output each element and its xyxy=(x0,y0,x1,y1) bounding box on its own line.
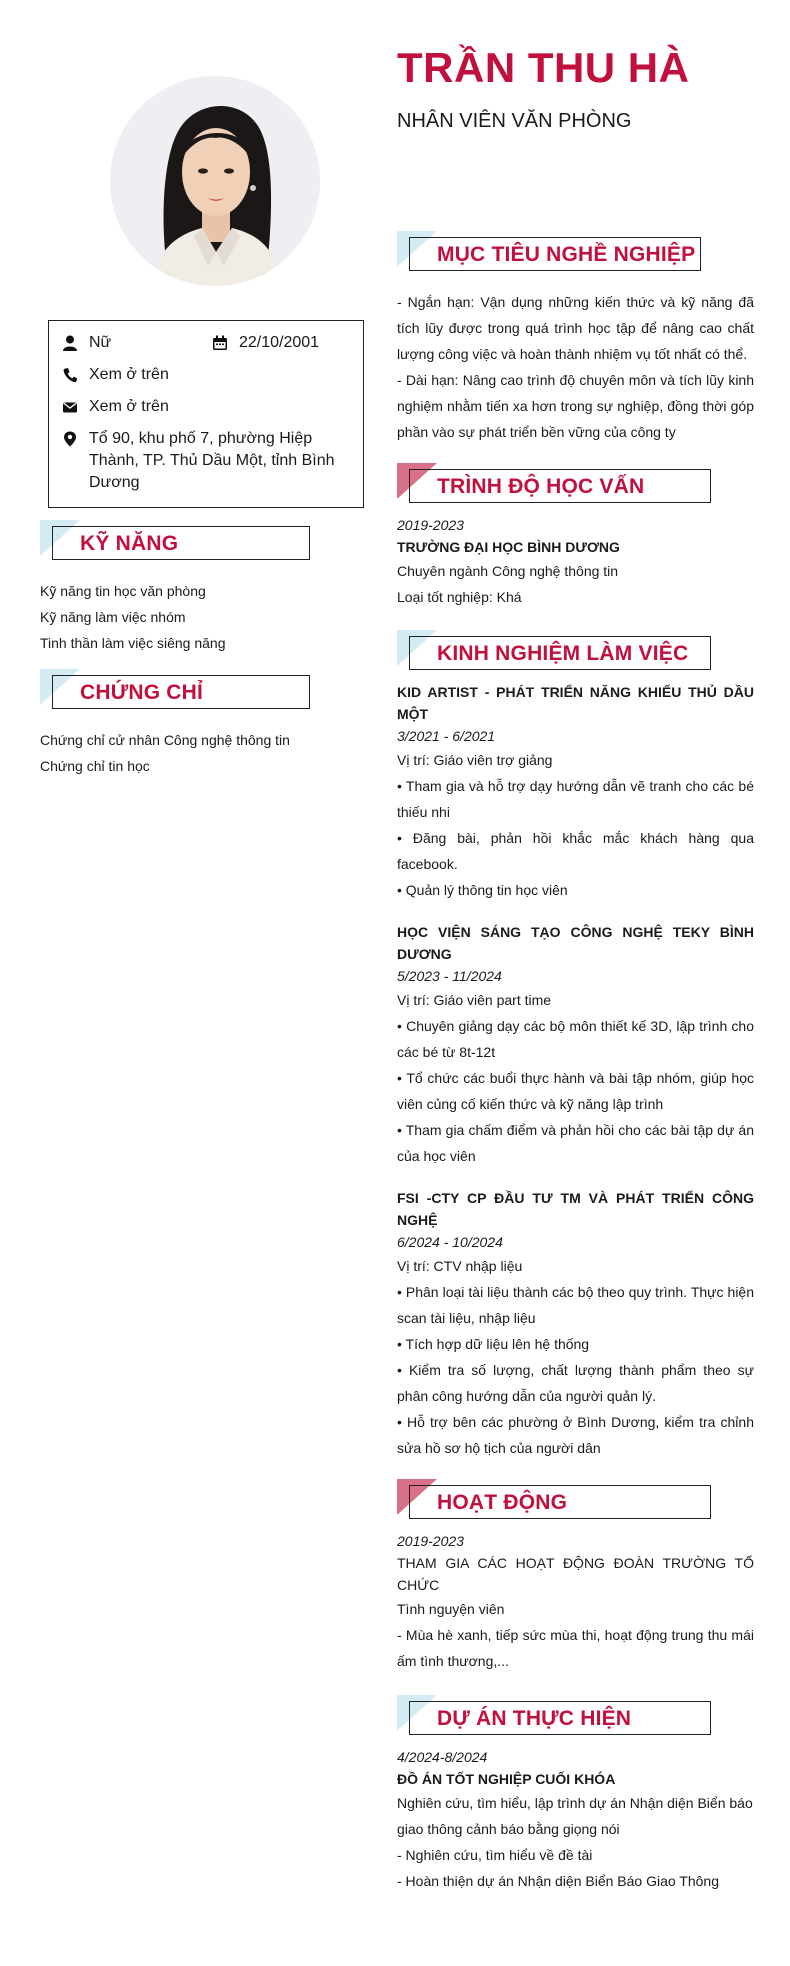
project-period: 4/2024-8/2024 xyxy=(397,1749,488,1765)
experience-period: 3/2021 - 6/2021 xyxy=(397,728,496,744)
skill-item: Tinh thần làm việc siêng năng xyxy=(40,635,226,651)
contact-box xyxy=(48,320,364,508)
skill-item: Kỹ năng làm việc nhóm xyxy=(40,609,186,625)
address-value: Tổ 90, khu phố 7, phường Hiệp Thành, TP. Thủ Dầu Một, tỉnh Bình Dương xyxy=(89,430,335,491)
gender-row xyxy=(63,332,111,354)
gender-value: Nữ xyxy=(89,334,112,351)
experience-task: • Kiểm tra số lượng, chất lượng thành phẩm theo sự phân công hướng dẫn của người quản lý. xyxy=(397,1362,754,1404)
project-item: - Nghiên cứu, tìm hiểu về đề tài xyxy=(397,1847,593,1863)
education-major: Chuyên ngành Công nghệ thông tin xyxy=(397,563,619,579)
project-item: - Hoàn thiện dự án Nhận diện Biển Báo Giao Thông xyxy=(397,1873,719,1889)
activities-title: HOẠT ĐỘNG xyxy=(437,1491,568,1514)
experience-item-kid-artist xyxy=(397,681,754,903)
experience-task: • Hỗ trợ bên các phường ở Bình Dương, kiểm tra chỉnh sửa hồ sơ hộ tịch của người dân xyxy=(397,1414,754,1456)
experience-company: FSI -CTY CP ĐẦU TƯ TM VÀ PHÁT TRIỂN CÔNG NGHỆ xyxy=(397,1190,754,1228)
education-period: 2019-2023 xyxy=(397,517,464,533)
email-row xyxy=(63,396,169,418)
activities-body xyxy=(397,1530,754,1674)
experience-task: • Tham gia và hỗ trợ dạy hướng dẫn vẽ tranh cho các bé thiếu nhi xyxy=(397,778,754,820)
user-icon xyxy=(63,335,77,351)
experience-header xyxy=(397,630,717,670)
experience-task: • Chuyên giảng dạy các bộ môn thiết kế 3D, lập trình cho các bé từ 8t-12t xyxy=(397,1018,754,1060)
experience-company: KID ARTIST - PHÁT TRIỂN NĂNG KHIẾU THỦ DẦU MỘT xyxy=(397,684,754,722)
location-pin-icon xyxy=(63,431,77,447)
activities-description: - Mùa hè xanh, tiếp sức mùa thi, hoạt động trung thu mái ấm tình thương,... xyxy=(397,1627,754,1669)
email-value: Xem ở trên xyxy=(89,398,169,415)
objective-long-term: - Dài hạn: Nâng cao trình độ chuyên môn và tích lũy kinh nghiệm nhằm tiến xa hơn trong sự nghiệp, đồng thời góp phần vào sự phát triển bền vững của công ty xyxy=(397,372,754,440)
activities-org: THAM GIA CÁC HOẠT ĐỘNG ĐOÀN TRƯỜNG TỔ CHỨC xyxy=(397,1555,754,1593)
project-description: Nghiên cứu, tìm hiểu, lập trình dự án Nhận diện Biển báo giao thông cảnh báo bằng giọng nói xyxy=(397,1795,753,1837)
experience-role: Vị trí: Giáo viên trợ giảng xyxy=(397,752,553,768)
profile-photo xyxy=(110,76,320,286)
job-title: NHÂN VIÊN VĂN PHÒNG xyxy=(397,110,632,132)
experience-period: 5/2023 - 11/2024 xyxy=(397,968,502,984)
objective-title: MỤC TIÊU NGHỀ NGHIỆP xyxy=(437,243,696,266)
calendar-icon xyxy=(213,335,227,351)
activities-role: Tình nguyện viên xyxy=(397,1601,505,1617)
projects-title: DỰ ÁN THỰC HIỆN xyxy=(437,1707,632,1730)
skills-title: KỸ NĂNG xyxy=(80,532,179,555)
experience-task: • Đăng bài, phản hồi khắc mắc khách hàng qua facebook. xyxy=(397,830,754,872)
phone-icon xyxy=(63,367,77,383)
experience-task: • Tích hợp dữ liệu lên hệ thống xyxy=(397,1336,590,1352)
skill-item: Kỹ năng tin học văn phòng xyxy=(40,583,206,599)
birthday-row xyxy=(213,332,319,354)
experience-period: 6/2024 - 10/2024 xyxy=(397,1234,503,1250)
education-body xyxy=(397,514,754,610)
experience-task: • Tham gia chấm điểm và phản hồi cho các bài tập dự án của học viên xyxy=(397,1122,754,1164)
projects-body xyxy=(397,1746,754,1894)
project-name: ĐỒ ÁN TỐT NGHIỆP CUỐI KHÓA xyxy=(397,1771,616,1787)
skills-header xyxy=(40,520,310,560)
objective-text xyxy=(397,289,754,445)
experience-role: Vị trí: Giáo viên part time xyxy=(397,992,552,1008)
experience-role: Vị trí: CTV nhập liệu xyxy=(397,1258,523,1274)
education-grade: Loại tốt nghiệp: Khá xyxy=(397,589,522,605)
experience-title: KINH NGHIỆM LÀM VIỆC xyxy=(437,642,689,665)
experience-item-teky xyxy=(397,921,754,1169)
experience-item-fsi xyxy=(397,1187,754,1461)
certificates-list xyxy=(40,727,290,779)
activities-header xyxy=(397,1479,717,1519)
experience-task: • Tổ chức các buổi thực hành và bài tập nhóm, giúp học viên củng cố kiến thức và kỹ năng lập trình xyxy=(397,1070,754,1112)
address-row xyxy=(63,428,343,494)
objective-header xyxy=(397,231,707,271)
education-school: TRƯỜNG ĐẠI HỌC BÌNH DƯƠNG xyxy=(397,539,620,555)
education-title: TRÌNH ĐỘ HỌC VẤN xyxy=(437,475,645,498)
certificate-item: Chứng chỉ tin học xyxy=(40,758,150,774)
education-header xyxy=(397,463,717,503)
mail-icon xyxy=(63,399,77,415)
certificate-item: Chứng chỉ cử nhân Công nghệ thông tin xyxy=(40,732,290,748)
phone-row xyxy=(63,364,169,386)
phone-value: Xem ở trên xyxy=(89,366,169,383)
activities-period: 2019-2023 xyxy=(397,1533,464,1549)
certificates-header xyxy=(40,669,310,709)
candidate-name: TRẦN THU HÀ xyxy=(397,44,690,91)
birthday-value: 22/10/2001 xyxy=(239,334,320,351)
certificates-title: CHỨNG CHỈ xyxy=(80,681,204,704)
experience-task: • Phân loại tài liệu thành các bộ theo quy trình. Thực hiện scan tài liệu, nhập liệu xyxy=(397,1284,754,1326)
skills-list xyxy=(40,578,225,656)
projects-header xyxy=(397,1695,717,1735)
objective-short-term: - Ngắn hạn: Vận dụng những kiến thức và kỹ năng đã tích lũy được trong quá trình học tập để nâng cao chất lượng công việc và hoàn thành nhiệm vụ tốt nhất có thể. xyxy=(397,294,754,362)
experience-company: HỌC VIỆN SÁNG TẠO CÔNG NGHỆ TEKY BÌNH DƯƠNG xyxy=(397,924,754,962)
experience-task: • Quản lý thông tin học viên xyxy=(397,882,568,898)
